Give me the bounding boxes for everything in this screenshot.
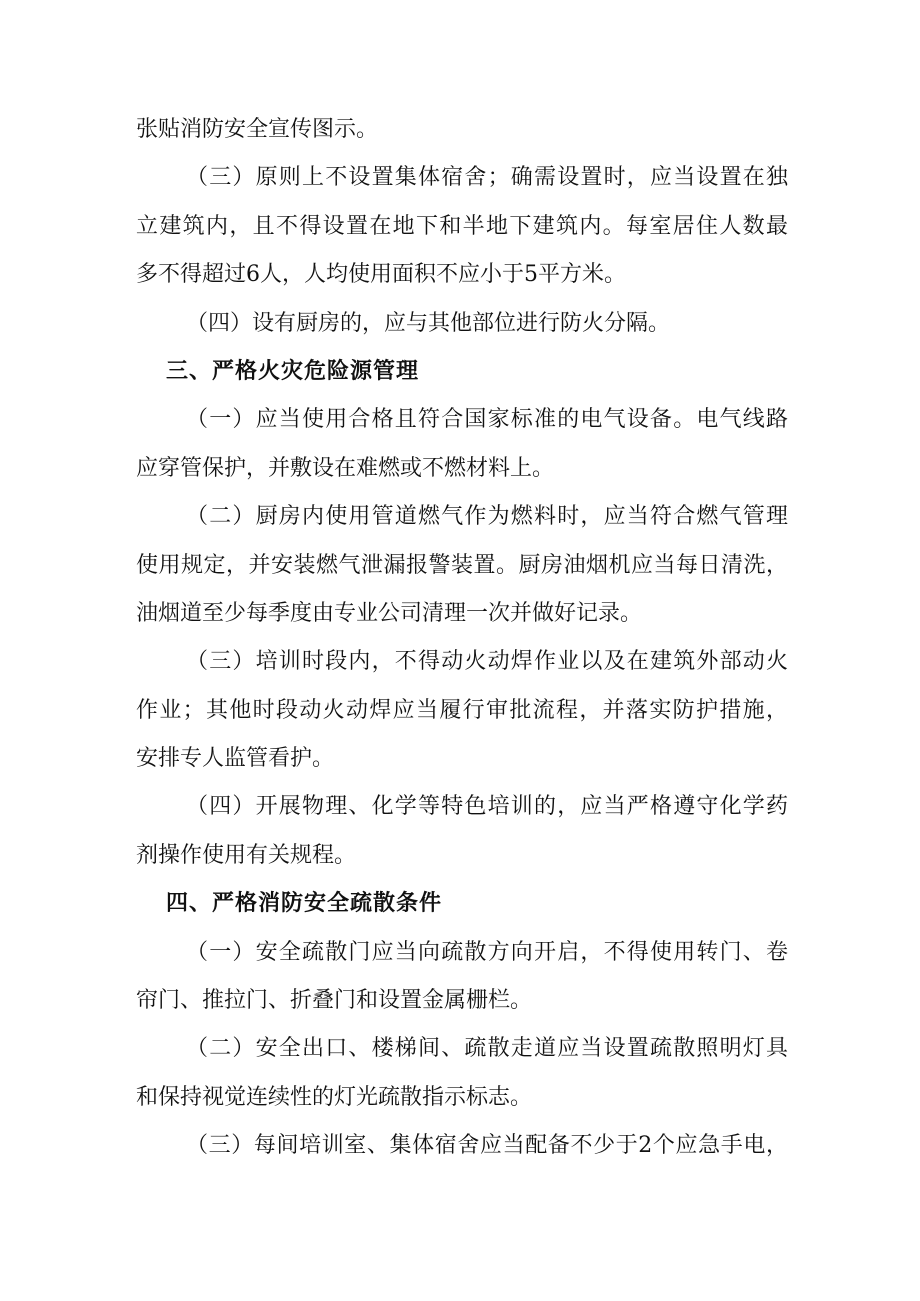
paragraph-first-line: （四）设有厨房的，应与其他部位进行防火分隔。	[186, 310, 671, 336]
body-line: 立建筑内，且不得设置在地下和半地下建筑内。每室居住人数最	[136, 213, 788, 239]
paragraph-first-line: （一）应当使用合格且符合国家标准的电气设备。电气线路	[186, 407, 788, 433]
body-line: 帘门、推拉门、折叠门和设置金属栅栏。	[136, 988, 533, 1014]
paragraph-first-line: （二）安全出口、楼梯间、疏散走道应当设置疏散照明灯具	[186, 1036, 788, 1062]
paragraph-first-line: （四）开展物理、化学等特色培训的，应当严格遵守化学药	[186, 794, 788, 820]
body-line: 剂操作使用有关规程。	[136, 842, 357, 868]
body-line: 作业；其他时段动火动焊应当履行审批流程，并落实防护措施，	[136, 697, 788, 723]
body-line: 安排专人监管看护。	[136, 746, 335, 772]
body-line: 使用规定，并安装燃气泄漏报警装置。厨房油烟机应当每日清洗，	[136, 552, 788, 578]
body-line: 应穿管保护，并敷设在难燃或不燃材料上。	[136, 455, 555, 481]
body-line: 油烟道至少每季度由专业公司清理一次并做好记录。	[136, 600, 643, 626]
body-line: 多不得超过6人，人均使用面积不应小于5平方米。	[136, 262, 626, 288]
paragraph-first-line: （一）安全疏散门应当向疏散方向开启，不得使用转门、卷	[186, 939, 788, 965]
document-body	[136, 106, 788, 1171]
section-heading: 三、严格火灾危险源管理	[166, 358, 420, 384]
body-line: 张贴消防安全宣传图示。	[136, 117, 379, 142]
body-line: 和保持视觉连续性的灯光疏散指示标志。	[136, 1084, 533, 1110]
paragraph-first-line: （三）原则上不设置集体宿舍；确需设置时，应当设置在独	[186, 165, 788, 191]
section-heading: 四、严格消防安全疏散条件	[166, 891, 443, 917]
paragraph-first-line: （三）培训时段内，不得动火动焊作业以及在建筑外部动火	[186, 649, 788, 675]
paragraph-first-line: （二）厨房内使用管道燃气作为燃料时，应当符合燃气管理	[186, 504, 788, 530]
paragraph-first-line: （三）每间培训室、集体宿舍应当配备不少于2个应急手电，	[186, 1133, 788, 1159]
